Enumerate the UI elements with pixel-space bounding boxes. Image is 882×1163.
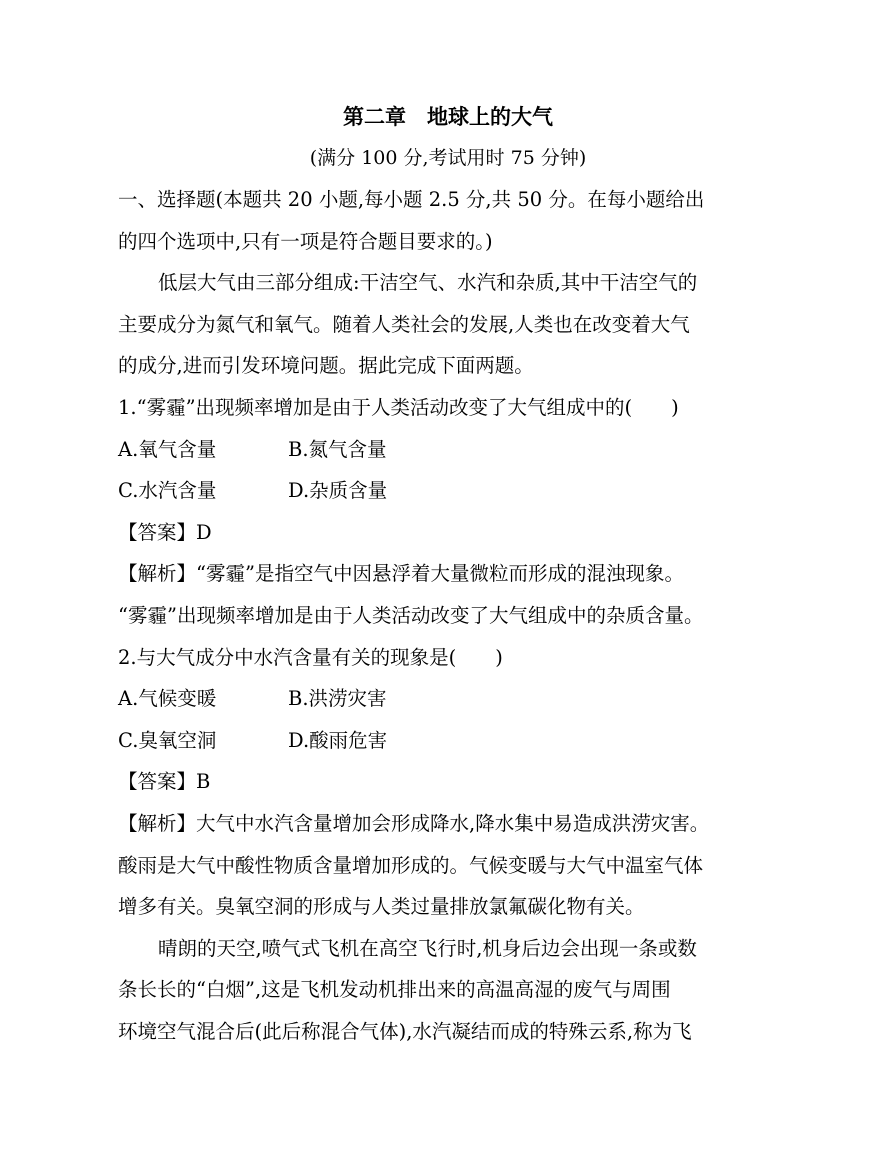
- question-stem: 2.与大气成分中水汽含量有关的现象是( ): [118, 645, 503, 669]
- analysis-line: 【解析】大气中水汽含量增加会形成降水,降水集中易造成洪涝灾害。: [118, 811, 710, 835]
- analysis-line: 增多有关。臭氧空洞的形成与人类过量排放氯氟碳化物有关。: [118, 895, 645, 919]
- passage-line: 主要成分为氮气和氧气。随着人类社会的发展,人类也在改变着大气: [118, 312, 690, 336]
- passage-line: 晴朗的天空,喷气式飞机在高空飞行时,机身后边会出现一条或数: [158, 936, 697, 960]
- analysis-line: 酸雨是大气中酸性物质含量增加形成的。气候变暖与大气中温室气体: [118, 853, 704, 877]
- question-stem: 1.“雾霾”出现频率增加是由于人类活动改变了大气组成中的( ): [118, 395, 679, 419]
- options-row: [118, 678, 778, 720]
- document-page: [118, 96, 778, 1052]
- option-d: D.杂质含量: [288, 479, 388, 503]
- passage-line: 条长长的“白烟”,这是飞机发动机排出来的高温高湿的废气与周围: [118, 978, 671, 1002]
- exam-info: (满分 100 分,考试用时 75 分钟): [309, 147, 587, 169]
- options-row: [118, 470, 778, 512]
- option-d: D.酸雨危害: [288, 728, 388, 752]
- passage-line: 环境空气混合后(此后称混合气体),水汽凝结而成的特殊云系,称为飞: [118, 1019, 692, 1043]
- answer: 【答案】B: [118, 770, 211, 794]
- option-a: A.氧气含量: [118, 437, 217, 461]
- passage-line: 的成分,进而引发环境问题。据此完成下面两题。: [118, 354, 534, 378]
- section-header-line: 的四个选项中,只有一项是符合题目要求的。): [118, 229, 493, 253]
- options-row: [118, 720, 778, 762]
- option-a: A.气候变暖: [118, 687, 217, 711]
- analysis-line: “雾霾”出现频率增加是由于人类活动改变了大气组成中的杂质含量。: [118, 603, 704, 627]
- passage-line: 低层大气由三部分组成:干洁空气、水汽和杂质,其中干洁空气的: [158, 271, 698, 295]
- option-b: B.洪涝灾害: [288, 687, 387, 711]
- answer: 【答案】D: [118, 520, 212, 544]
- chapter-title: 第二章 地球上的大气: [343, 104, 553, 129]
- analysis-line: 【解析】“雾霾”是指空气中因悬浮着大量微粒而形成的混浊现象。: [118, 562, 684, 586]
- section-header-line: 一、选择题(本题共 20 小题,每小题 2.5 分,共 50 分。在每小题给出: [118, 188, 705, 211]
- option-c: C.水汽含量: [118, 479, 217, 503]
- options-row: [118, 429, 778, 471]
- option-b: B.氮气含量: [288, 437, 387, 461]
- option-c: C.臭氧空洞: [118, 728, 217, 752]
